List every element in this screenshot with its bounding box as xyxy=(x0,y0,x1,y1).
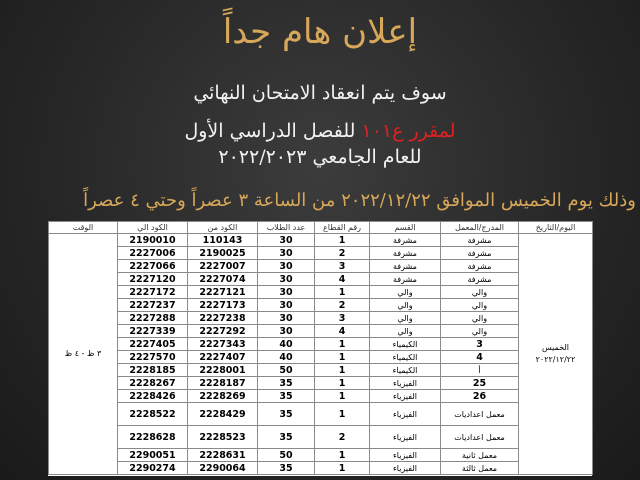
department-cell: الفيزياء xyxy=(370,449,441,462)
students-cell: 30 xyxy=(258,325,315,338)
code-from-cell: 2227238 xyxy=(188,312,258,325)
department-cell: مشرفة xyxy=(370,247,441,260)
students-cell: 30 xyxy=(258,273,315,286)
hall-cell: معمل ثانية xyxy=(441,449,519,462)
code-to-cell: 2227066 xyxy=(118,260,188,273)
exam-date: ٢٠٢٢/١٢/٢٢ xyxy=(535,355,576,364)
code-from-cell: 2228001 xyxy=(188,364,258,377)
table-row xyxy=(49,299,593,312)
header-code-from: الكود من xyxy=(188,222,258,234)
code-to-cell: 2227405 xyxy=(118,338,188,351)
hall-cell: معمل اعداديات xyxy=(441,426,519,449)
hall-cell: معمل اعداديات xyxy=(441,403,519,426)
code-from-cell: 2228269 xyxy=(188,390,258,403)
department-cell: والي xyxy=(370,299,441,312)
department-cell: الكيمياء xyxy=(370,338,441,351)
academic-year-line: للعام الجامعي ٢٠٢٢/٢٠٢٣ xyxy=(218,146,422,168)
hall-cell: والي xyxy=(441,299,519,312)
code-from-cell: 2227407 xyxy=(188,351,258,364)
students-cell: 30 xyxy=(258,286,315,299)
code-to-cell: 2227237 xyxy=(118,299,188,312)
code-to-cell: 2227172 xyxy=(118,286,188,299)
code-to-cell: 2228426 xyxy=(118,390,188,403)
hall-cell: والي xyxy=(441,312,519,325)
code-to-cell: 2227339 xyxy=(118,325,188,338)
code-from-cell: 2290064 xyxy=(188,462,258,475)
code-from-cell: 2228429 xyxy=(188,403,258,426)
code-from-cell: 2227007 xyxy=(188,260,258,273)
header-hall: المدرج/المعمل xyxy=(441,222,519,234)
sector-cell: 1 xyxy=(315,351,370,364)
sector-cell: 1 xyxy=(315,390,370,403)
table-header-row xyxy=(49,222,593,234)
sector-cell: 3 xyxy=(315,260,370,273)
table-row xyxy=(49,364,593,377)
hall-cell: مشرفة xyxy=(441,260,519,273)
students-cell: 35 xyxy=(258,426,315,449)
header-sector: رقم القطاع xyxy=(315,222,370,234)
course-line xyxy=(0,120,640,142)
table-row xyxy=(49,426,593,449)
hall-cell: مشرفة xyxy=(441,234,519,247)
department-cell: مشرفة xyxy=(370,273,441,286)
code-to-cell: 2190010 xyxy=(118,234,188,247)
department-cell: الفيزياء xyxy=(370,390,441,403)
sector-cell: 4 xyxy=(315,273,370,286)
exam-day: الخميس xyxy=(541,343,570,352)
exam-schedule-table-wrapper xyxy=(48,221,592,476)
hall-cell: 25 xyxy=(441,377,519,390)
sector-cell: 1 xyxy=(315,286,370,299)
code-to-cell: 2290274 xyxy=(118,462,188,475)
department-cell: الفيزياء xyxy=(370,462,441,475)
code-to-cell: 2228522 xyxy=(118,403,188,426)
exam-schedule-table xyxy=(48,221,593,475)
header-code-to: الكود الي xyxy=(118,222,188,234)
students-cell: 40 xyxy=(258,338,315,351)
department-cell: مشرفة xyxy=(370,260,441,273)
table-row xyxy=(49,312,593,325)
hall-cell: 26 xyxy=(441,390,519,403)
table-row xyxy=(49,449,593,462)
table-row xyxy=(49,247,593,260)
students-cell: 35 xyxy=(258,403,315,426)
sector-cell: 1 xyxy=(315,377,370,390)
hall-cell: 4 xyxy=(441,351,519,364)
table-row xyxy=(49,462,593,475)
students-cell: 50 xyxy=(258,449,315,462)
department-cell: والي xyxy=(370,312,441,325)
table-row xyxy=(49,390,593,403)
exam-time-cell: ٣ ظ - ٤ ظ xyxy=(49,234,118,475)
code-from-cell: 2228631 xyxy=(188,449,258,462)
hall-cell: مشرفة xyxy=(441,273,519,286)
code-from-cell: 2227292 xyxy=(188,325,258,338)
students-cell: 40 xyxy=(258,351,315,364)
students-cell: 30 xyxy=(258,260,315,273)
department-cell: الكيمياء xyxy=(370,351,441,364)
table-row xyxy=(49,260,593,273)
table-row xyxy=(49,403,593,426)
code-from-cell: 2228187 xyxy=(188,377,258,390)
students-cell: 30 xyxy=(258,312,315,325)
table-row xyxy=(49,273,593,286)
announcement-title: إعلان هام جداً xyxy=(222,12,418,52)
code-from-cell: 2227074 xyxy=(188,273,258,286)
code-to-cell: 2227288 xyxy=(118,312,188,325)
department-cell: الفيزياء xyxy=(370,403,441,426)
semester-text: للفصل الدراسي الأول xyxy=(184,120,362,142)
students-cell: 35 xyxy=(258,377,315,390)
code-from-cell: 2190025 xyxy=(188,247,258,260)
sector-cell: 2 xyxy=(315,299,370,312)
header-day-date: اليوم/التاريخ xyxy=(519,222,593,234)
header-time: الوقت xyxy=(49,222,118,234)
code-to-cell: 2228628 xyxy=(118,426,188,449)
day-date-cell xyxy=(519,234,593,475)
course-code: لمقرر ع١٠١ xyxy=(361,120,456,142)
department-cell: والي xyxy=(370,286,441,299)
sector-cell: 1 xyxy=(315,338,370,351)
department-cell: الكيمياء xyxy=(370,364,441,377)
hall-cell: والي xyxy=(441,286,519,299)
hall-cell: والي xyxy=(441,325,519,338)
code-from-cell: 2227343 xyxy=(188,338,258,351)
code-from-cell: 2228523 xyxy=(188,426,258,449)
department-cell: والي xyxy=(370,325,441,338)
code-to-cell: 2227120 xyxy=(118,273,188,286)
sector-cell: 2 xyxy=(315,247,370,260)
department-cell: الفيزياء xyxy=(370,426,441,449)
students-cell: 30 xyxy=(258,299,315,312)
hall-cell: أ xyxy=(441,364,519,377)
sector-cell: 3 xyxy=(315,312,370,325)
hall-cell: 3 xyxy=(441,338,519,351)
sector-cell: 1 xyxy=(315,449,370,462)
students-cell: 35 xyxy=(258,462,315,475)
code-from-cell: 2227173 xyxy=(188,299,258,312)
sector-cell: 1 xyxy=(315,462,370,475)
table-row xyxy=(49,351,593,364)
students-cell: 35 xyxy=(258,390,315,403)
table-row xyxy=(49,234,593,247)
hall-cell: معمل ثالثة xyxy=(441,462,519,475)
code-to-cell: 2290051 xyxy=(118,449,188,462)
department-cell: الفيزياء xyxy=(370,377,441,390)
students-cell: 30 xyxy=(258,247,315,260)
exam-date-line: وذلك يوم الخميس الموافق ٢٠٢٢/١٢/٢٢ من الساعة ٣ عصراً وحتي ٤ عصراً xyxy=(83,190,636,211)
code-to-cell: 2228267 xyxy=(118,377,188,390)
code-to-cell: 2227006 xyxy=(118,247,188,260)
table-row xyxy=(49,286,593,299)
table-row xyxy=(49,338,593,351)
code-from-cell: 110143 xyxy=(188,234,258,247)
sector-cell: 2 xyxy=(315,426,370,449)
students-cell: 50 xyxy=(258,364,315,377)
table-row xyxy=(49,325,593,338)
header-department: القسم xyxy=(370,222,441,234)
department-cell: مشرفة xyxy=(370,234,441,247)
sector-cell: 1 xyxy=(315,403,370,426)
table-row xyxy=(49,377,593,390)
code-from-cell: 2227121 xyxy=(188,286,258,299)
code-to-cell: 2227570 xyxy=(118,351,188,364)
sector-cell: 1 xyxy=(315,364,370,377)
exam-notice-line: سوف يتم انعقاد الامتحان النهائي xyxy=(193,82,447,104)
header-students: عدد الطلاب xyxy=(258,222,315,234)
hall-cell: مشرفة xyxy=(441,247,519,260)
sector-cell: 1 xyxy=(315,234,370,247)
students-cell: 30 xyxy=(258,234,315,247)
sector-cell: 4 xyxy=(315,325,370,338)
code-to-cell: 2228185 xyxy=(118,364,188,377)
